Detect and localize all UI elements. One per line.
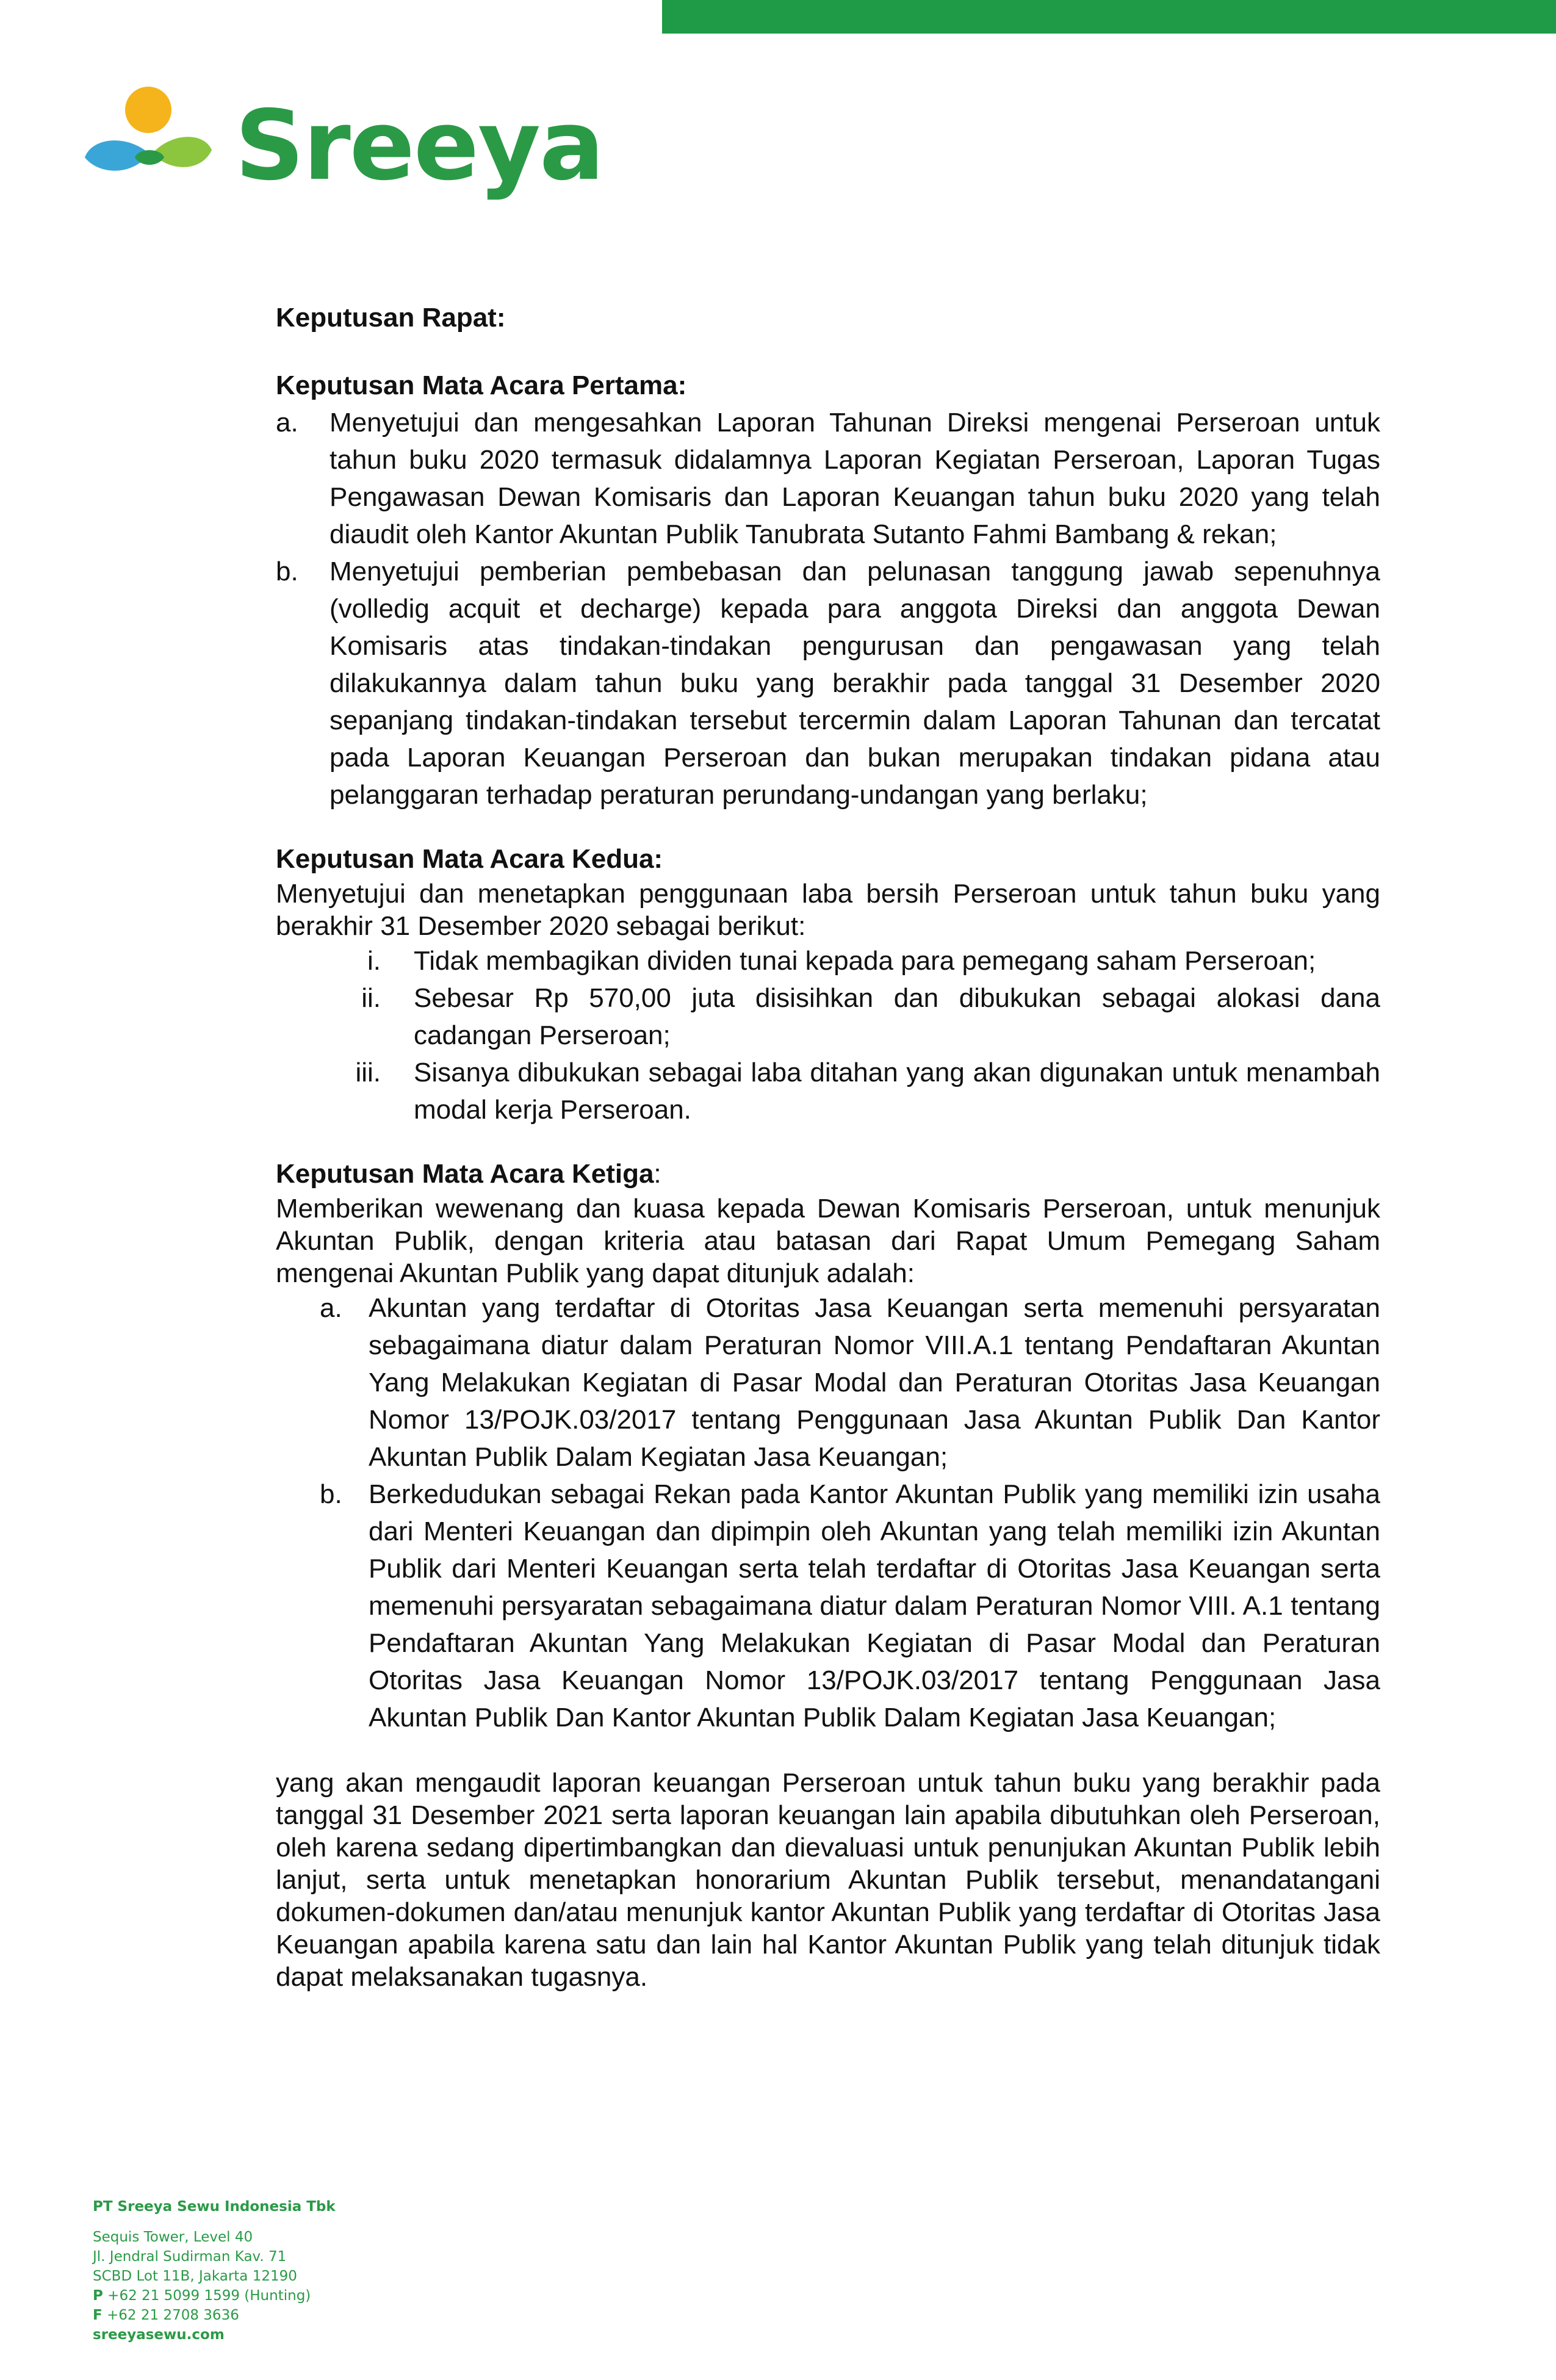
list-item — [276, 553, 1380, 813]
brand-name: Sreeya — [235, 90, 603, 202]
list-item — [337, 1054, 1380, 1128]
agenda3-closing: yang akan mengaudit laporan keuangan Perseroan untuk tahun buku yang berakhir pada tanggal 31 Desember 2021 serta laporan keuangan lain apabila dibutuhkan oleh Perseroan, oleh karena sedang dipertimbangkan dan dievaluasi untuk penunjukan Akuntan Publik lebih lanjut, serta untuk menetapkan honorarium Akuntan Publik tersebut, menandatangani dokumen-dokumen dan/atau menunjuk kantor Akuntan Publik yang terdaftar di Otoritas Jasa Keuangan apabila karena satu dan lain hal Kantor Akuntan Publik yang telah ditunjuk tidak dapat melaksanakan tugasnya. — [276, 1768, 1380, 1992]
list-item — [320, 1289, 1380, 1476]
list-text: Sisanya dibukukan sebagai laba ditahan yang akan digunakan untuk menambah modal kerja Perseroan. — [414, 1058, 1380, 1125]
footer-company-name: PT Sreeya Sewu Indonesia Tbk — [93, 2199, 336, 2215]
list-marker: iii. — [355, 1058, 381, 1087]
list-marker: b. — [276, 557, 298, 586]
phone-number: +62 21 5099 1599 (Hunting) — [107, 2288, 311, 2304]
list-text: Tidak membagikan dividen tunai kepada para pemegang saham Perseroan; — [414, 946, 1316, 976]
list-marker: i. — [367, 946, 381, 976]
top-green-bar — [662, 0, 1556, 34]
footer-address-line: Sequis Tower, Level 40 — [93, 2229, 253, 2245]
list-text: Menyetujui pemberian pembebasan dan pelunasan tanggung jawab sepenuhnya (volledig acquit et decharge) kepada para anggota Direksi dan anggota Dewan Komisaris atas tindakan-tindakan pengurusan dan pengawasan yang telah dilakukannya dalam tahun buku yang berakhir pada tanggal 31 Desember 2020 sepanjang tindakan-tindakan tersebut tercermin dalam Laporan Tahunan dan tercatat pada Laporan Keuangan Perseroan dan bukan merupakan tindakan pidana atau pelanggaran terhadap peraturan perundang-undangan yang berlaku; — [330, 557, 1380, 810]
footer-address-block — [93, 2197, 336, 2345]
agenda3-title-text: Keputusan Mata Acara Ketiga — [276, 1159, 654, 1189]
list-marker: ii. — [361, 983, 381, 1013]
agenda2-intro: Menyetujui dan menetapkan penggunaan laba bersih Perseroan untuk tahun buku yang berakhir 31 Desember 2020 sebagai berikut: — [276, 879, 1380, 941]
agenda2-title: Keputusan Mata Acara Kedua: — [276, 844, 663, 874]
sreeya-logo-icon — [82, 85, 223, 207]
agenda3-title-colon: : — [654, 1159, 661, 1189]
sreeya-logo — [82, 85, 603, 207]
list-marker: a. — [320, 1293, 342, 1323]
agenda1-title: Keputusan Mata Acara Pertama: — [276, 370, 687, 400]
list-text: Sebesar Rp 570,00 juta disisihkan dan dibukukan sebagai alokasi dana cadangan Perseroan; — [414, 983, 1380, 1050]
fax-label: F — [93, 2307, 103, 2323]
list-marker: b. — [320, 1479, 342, 1509]
list-text: Berkedudukan sebagai Rekan pada Kantor Akuntan Publik yang memiliki izin usaha dari Menteri Keuangan dan dipimpin oleh Akuntan yang telah memiliki izin Akuntan Publik dari Menteri Keuangan serta telah terdaftar di Otoritas Jasa Keuangan serta memenuhi persyaratan sebagaimana diatur dalam Peraturan Nomor VIII. A.1 tentang Pendaftaran Akuntan Yang Melakukan Kegiatan di Pasar Modal dan Peraturan Otoritas Jasa Keuangan Nomor 13/POJK.03/2017 tentang Penggunaan Jasa Akuntan Publik Dan Kantor Akuntan Publik Dalam Kegiatan Jasa Keuangan; — [369, 1479, 1380, 1733]
agenda1-list — [276, 404, 1380, 813]
agenda3-intro: Memberikan wewenang dan kuasa kepada Dewan Komisaris Perseroan, untuk menunjuk Akuntan Publik, dengan kriteria atau batasan dari Rapat Umum Pemegang Saham mengenai Akuntan Publik yang dapat ditunjuk adalah: — [276, 1194, 1380, 1288]
list-item — [276, 404, 1380, 553]
phone-label: P — [93, 2288, 103, 2304]
fax-number: +62 21 2708 3636 — [107, 2307, 239, 2323]
footer-address-line: SCBD Lot 11B, Jakarta 12190 — [93, 2268, 297, 2284]
list-marker: a. — [276, 408, 298, 438]
agenda3-title — [276, 1155, 1380, 1192]
agenda2-list — [276, 942, 1380, 1128]
list-text: Akuntan yang terdaftar di Otoritas Jasa Keuangan serta memenuhi persyaratan sebagaimana diatur dalam Peraturan Nomor VIII.A.1 tentang Pendaftaran Akuntan Yang Melakukan Kegiatan di Pasar Modal dan Peraturan Otoritas Jasa Keuangan Nomor 13/POJK.03/2017 tentang Penggunaan Jasa Akuntan Publik Dan Kantor Akuntan Publik Dalam Kegiatan Jasa Keuangan; — [369, 1293, 1380, 1472]
list-item — [337, 942, 1380, 979]
decision-heading: Keputusan Rapat: — [276, 303, 506, 333]
footer-website: sreeyasewu.com — [93, 2327, 225, 2343]
footer-phone — [93, 2286, 336, 2306]
document-body — [276, 299, 1380, 1993]
footer-fax — [93, 2306, 336, 2325]
footer-address-line: Jl. Jendral Sudirman Kav. 71 — [93, 2249, 287, 2265]
agenda3-list — [276, 1289, 1380, 1736]
list-item — [337, 979, 1380, 1054]
list-text: Menyetujui dan mengesahkan Laporan Tahunan Direksi mengenai Perseroan untuk tahun buku 2020 termasuk didalamnya Laporan Kegiatan Perseroan, Laporan Tugas Pengawasan Dewan Komisaris dan Laporan Keuangan tahun buku 2020 yang telah diaudit oleh Kantor Akuntan Publik Tanubrata Sutanto Fahmi Bambang & rekan; — [330, 408, 1380, 549]
list-item — [320, 1476, 1380, 1736]
